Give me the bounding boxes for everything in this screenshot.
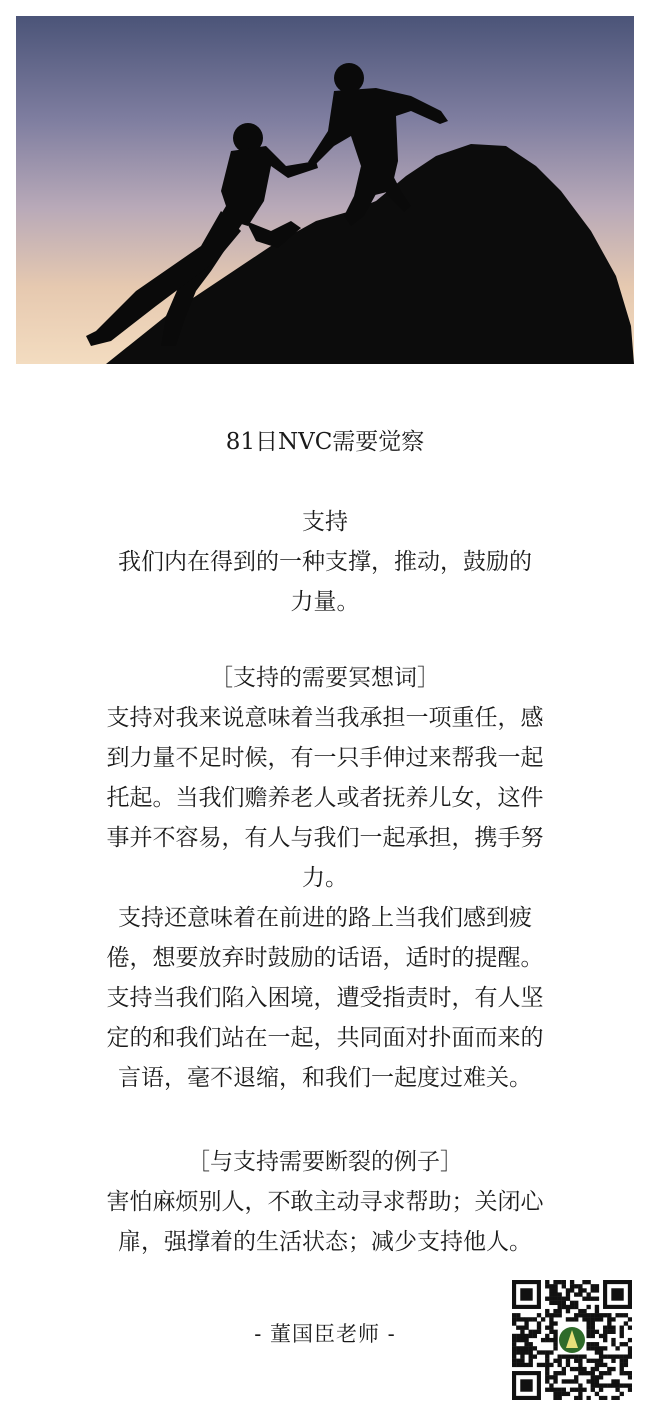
meditation-line: 到力量不足时候，有一只手伸过来帮我一起 bbox=[106, 745, 544, 771]
hero-image bbox=[16, 16, 634, 364]
meditation-heading: ［支持的需要冥想词］ bbox=[210, 665, 440, 691]
author-signature: - 董国臣老师 - bbox=[254, 1322, 396, 1346]
meditation-line: 支持当我们陷入困境，遭受指责时，有人坚 bbox=[106, 985, 544, 1011]
meditation-line: 支持对我来说意味着当我承担一项重任，感 bbox=[106, 705, 544, 731]
broken-line: 害怕麻烦别人，不敢主动寻求帮助；关闭心 bbox=[106, 1189, 544, 1215]
meditation-line: 倦，想要放弃时鼓励的话语，适时的提醒。 bbox=[106, 945, 544, 971]
definition-heading: 支持 bbox=[302, 509, 348, 535]
qr-code bbox=[512, 1280, 632, 1400]
broken-heading: ［与支持需要断裂的例子］ bbox=[187, 1149, 463, 1175]
broken-section bbox=[78, 1142, 572, 1262]
meditation-line: 事并不容易，有人与我们一起承担，携手努 bbox=[106, 825, 544, 851]
meditation-section bbox=[78, 658, 572, 1098]
broken-line: 扉，强撑着的生活状态；减少支持他人。 bbox=[118, 1229, 532, 1255]
definition-section bbox=[78, 502, 572, 622]
meditation-line: 支持还意味着在前进的路上当我们感到疲 bbox=[118, 905, 532, 931]
meditation-line: 定的和我们站在一起，共同面对扑面而来的 bbox=[106, 1025, 544, 1051]
page-title: 81日NVC需要觉察 bbox=[225, 429, 425, 455]
meditation-line: 言语，毫不退缩，和我们一起度过难关。 bbox=[118, 1065, 532, 1091]
helping-hand-silhouette bbox=[16, 16, 634, 364]
definition-line: 力量。 bbox=[290, 589, 360, 615]
meditation-line: 力。 bbox=[302, 865, 348, 891]
meditation-line: 托起。当我们赡养老人或者抚养儿女，这件 bbox=[106, 785, 544, 811]
definition-line: 我们内在得到的一种支撑，推动，鼓励的 bbox=[118, 549, 532, 575]
qr-code-icon bbox=[512, 1280, 632, 1400]
